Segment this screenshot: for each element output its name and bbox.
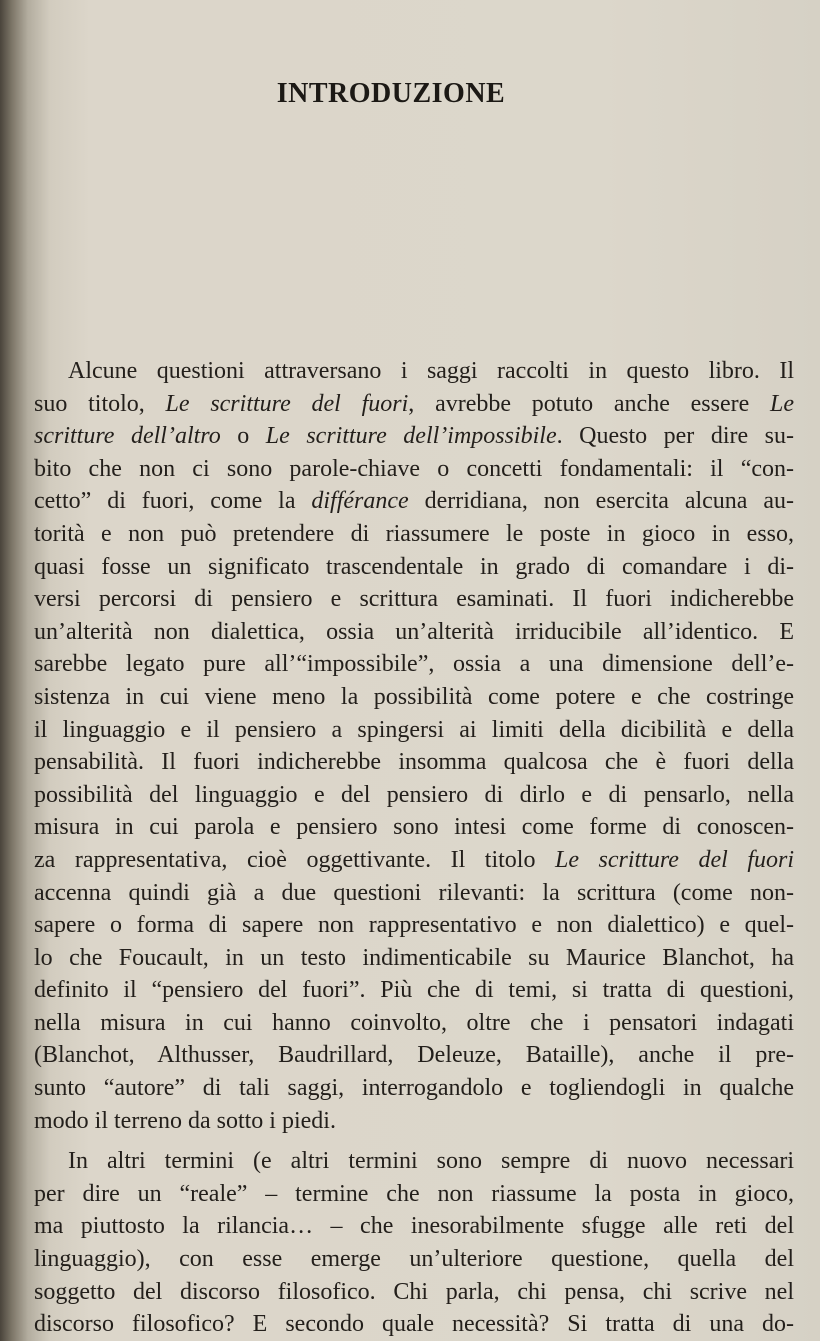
text-line: il linguaggio e il pensiero a spingersi ai limiti della dicibilità e della	[34, 716, 794, 743]
text-line: possibilità del linguaggio e del pensiero di dirlo e di pensarlo, nella	[34, 781, 794, 808]
text-line: un’alterità non dialettica, ossia un’alterità irriducibile all’identico. E	[34, 618, 794, 645]
text-line: nella misura in cui hanno coinvolto, oltre che i pensatori indagati	[34, 1009, 794, 1036]
text-line: per dire un “reale” – termine che non riassume la posta in gioco,	[34, 1180, 794, 1207]
text-line	[34, 420, 794, 453]
book-title-italic: Le scritture del fuori	[165, 390, 409, 417]
text-line: torità e non può pretendere di riassumere le poste in gioco in esso,	[34, 520, 794, 547]
text-line: In altri termini (e altri termini sono sempre di nuovo necessari	[68, 1148, 794, 1175]
text-line: soggetto del discorso filosofico. Chi parla, chi pensa, chi scrive nel	[34, 1278, 794, 1305]
text-span: . Questo per dire su-	[556, 423, 795, 450]
text-line: ma piuttosto la rilancia… – che inesorabilmente sfugge alle reti del	[34, 1213, 794, 1240]
text-line	[34, 485, 794, 518]
text-span: o	[220, 423, 266, 450]
chapter-title: INTRODUZIONE	[276, 78, 506, 109]
book-title-italic: Le scritture dell’impossibile	[265, 423, 557, 450]
text-line: modo il terreno da sotto i piedi.	[34, 1107, 336, 1134]
text-line	[34, 388, 794, 421]
text-line: sistenza in cui viene meno la possibilità come potere e che costringe	[34, 683, 794, 710]
text-line: linguaggio), con esse emerge un’ulteriore questione, quella del	[34, 1246, 794, 1273]
book-title-italic: Le	[770, 390, 795, 417]
term-italic: différance	[311, 488, 409, 515]
book-title-italic: scritture dell’altro	[34, 423, 221, 450]
text-line: sunto “autore” di tali saggi, interrogandolo e togliendogli in qualche	[34, 1075, 794, 1102]
paragraph-2	[34, 1145, 794, 1341]
text-line: Alcune questioni attraversano i saggi raccolti in questo libro. Il	[68, 358, 794, 384]
text-line: sapere o forma di sapere non rappresentativo e non dialettico) e quel-	[34, 912, 794, 939]
text-span: cetto” di fuori, come la	[34, 488, 312, 515]
paragraph-1	[34, 355, 794, 1137]
text-line: misura in cui parola e pensiero sono intesi come forme di conoscen-	[34, 814, 794, 841]
text-span: suo titolo,	[34, 390, 166, 417]
text-span: za rappresentativa, cioè oggettivante. Il titolo	[34, 846, 555, 873]
text-line: pensabilità. Il fuori indicherebbe insomma qualcosa che è fuori della	[34, 749, 794, 776]
text-line: (Blanchot, Althusser, Baudrillard, Deleuze, Bataille), anche il pre-	[34, 1042, 794, 1069]
book-title-italic: Le scritture del fuori	[554, 846, 794, 873]
text-line: quasi fosse un significato trascendentale in grado di comandare i di-	[34, 553, 794, 580]
text-line: discorso filosofico? E secondo quale necessità? Si tratta di una do-	[34, 1311, 794, 1338]
text-line: accenna quindi già a due questioni rilevanti: la scrittura (come non-	[34, 879, 794, 906]
text-span: derridiana, non esercita alcuna au-	[408, 488, 795, 515]
text-line: versi percorsi di pensiero e scrittura esaminati. Il fuori indicherebbe	[34, 586, 794, 613]
text-line	[34, 844, 794, 877]
text-line: bito che non ci sono parole-chiave o concetti fondamentali: il “con-	[34, 455, 794, 482]
text-line: lo che Foucault, in un testo indimenticabile su Maurice Blanchot, ha	[34, 944, 794, 971]
text-line: definito il “pensiero del fuori”. Più che di temi, si tratta di questioni,	[34, 977, 794, 1004]
paragraph-gap	[34, 1137, 794, 1145]
body-text	[34, 355, 794, 1341]
text-span: , avrebbe potuto anche essere	[408, 390, 771, 417]
text-line: sarebbe legato pure all’“impossibile”, ossia a una dimensione dell’e-	[34, 651, 794, 678]
